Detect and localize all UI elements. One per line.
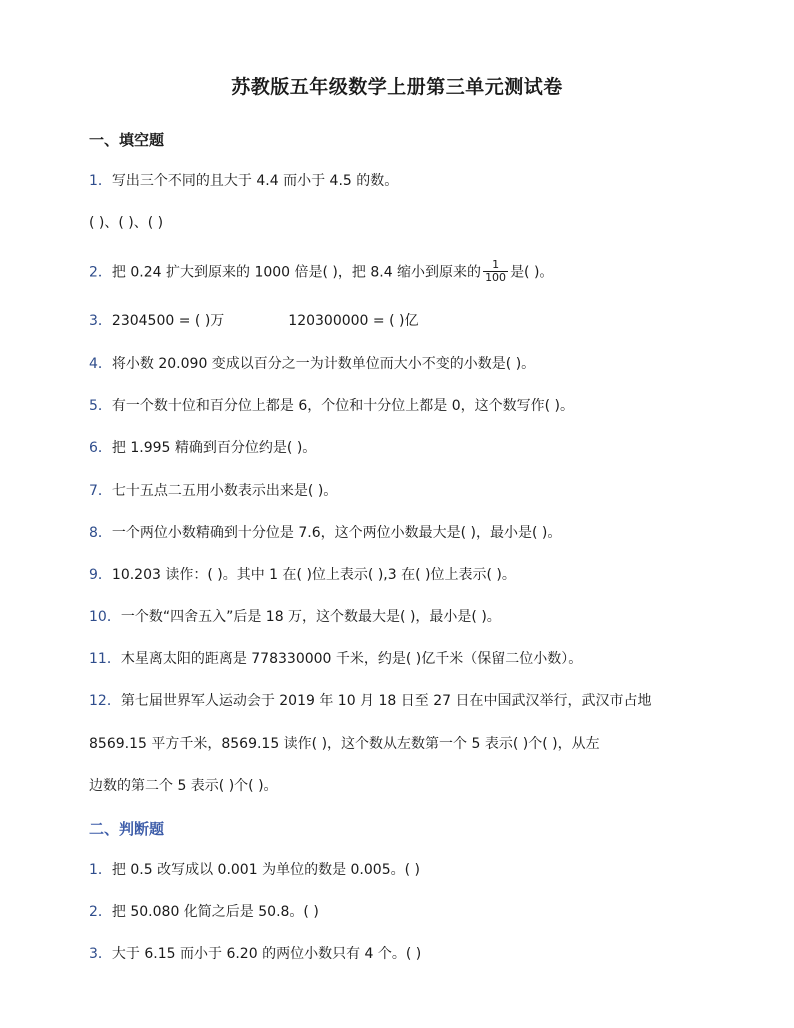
question-text: 是( )。 <box>510 264 554 281</box>
question-6: 6．把 1.995 精确到百分位约是( )。 <box>89 440 317 456</box>
judge-question-3: 3．大于 6.15 而小于 6.20 的两位小数只有 4 个。( ) <box>89 946 422 962</box>
question-9: 9．10.203 读作：( )。其中 1 在( )位上表示( ),3 在( )位上表示( )。 <box>89 567 516 583</box>
question-number: 1 <box>89 173 98 189</box>
question-number: 2 <box>89 904 98 920</box>
question-2: 2．把 0.24 扩大到原来的 1000 倍是( )，把 8.4 缩小到原来的 $\frac{1}{100}$ 是( )。 <box>89 258 554 284</box>
question-1: 1．写出三个不同的且大于 4.4 而小于 4.5 的数。 <box>89 173 399 189</box>
question-text: 七十五点二五用小数表示出来是( )。 <box>111 483 338 499</box>
question-12-line-2: 8569.15 平方千米，8569.15 读作( )，这个数从左数第一个 5 表示( )个( )，从左 <box>89 736 600 752</box>
question-text: 把 50.080 化简之后是 50.8。( ) <box>111 904 319 920</box>
question-number: 2 <box>89 264 98 281</box>
fraction <box>483 259 508 284</box>
question-5: 5．有一个数十位和百分位上都是 6，个位和十分位上都是 0，这个数写作( )。 <box>89 398 575 414</box>
question-text: 大于 6.15 而小于 6.20 的两位小数只有 4 个。( ) <box>111 946 422 962</box>
section-heading-fill-blank: 一、填空题 <box>89 131 165 149</box>
question-text: 2304500 = ( )万 <box>111 313 225 329</box>
exam-title: 苏教版五年级数学上册第三单元测试卷 <box>231 76 563 98</box>
question-11: 11．木星离太阳的距离是 778330000 千米，约是( )亿千米（保留二位小数）。 <box>89 651 583 667</box>
question-8: 8．一个两位小数精确到十分位是 7.6，这个两位小数最大是( )，最小是( )。 <box>89 525 562 541</box>
judge-question-2: 2．把 50.080 化简之后是 50.8。( ) <box>89 904 319 920</box>
section-heading-true-false: 二、判断题 <box>89 820 165 838</box>
question-number: 9 <box>89 567 98 583</box>
question-number: 6 <box>89 440 98 456</box>
question-number: 5 <box>89 398 98 414</box>
question-text: 120300000 = ( )亿 <box>288 313 419 329</box>
fraction-numerator: 1 <box>492 258 500 271</box>
judge-question-1: 1．把 0.5 改写成以 0.001 为单位的数是 0.005。( ) <box>89 862 420 878</box>
question-7: 7．七十五点二五用小数表示出来是( )。 <box>89 483 338 499</box>
question-text: 第七届世界军人运动会于 2019 年 10 月 18 日至 27 日在中国武汉举行，武汉市占地 <box>120 693 652 709</box>
question-10: 10．一个数“四舍五入”后是 18 万，这个数最大是( )，最小是( )。 <box>89 609 501 625</box>
question-12: 12．第七届世界军人运动会于 2019 年 10 月 18 日至 27 日在中国武汉举行，武汉市占地 <box>89 693 652 709</box>
question-4: 4．将小数 20.090 变成以百分之一为计数单位而大小不变的小数是( )。 <box>89 356 536 372</box>
question-text: 10.203 读作：( )。其中 1 在( )位上表示( ),3 在( )位上表示( )。 <box>111 567 516 583</box>
fraction-denominator: 100 <box>485 271 507 284</box>
question-number: 3 <box>89 946 98 962</box>
question-text: 写出三个不同的且大于 4.4 而小于 4.5 的数。 <box>111 173 399 189</box>
question-number: 4 <box>89 356 98 372</box>
question-text: 木星离太阳的距离是 778330000 千米，约是( )亿千米（保留二位小数）。 <box>120 651 583 667</box>
question-number: 8 <box>89 525 98 541</box>
question-number: 12 <box>89 693 107 709</box>
question-text: 有一个数十位和百分位上都是 6，个位和十分位上都是 0，这个数写作( )。 <box>111 398 575 414</box>
question-number: 1 <box>89 862 98 878</box>
question-3: 3．2304500 = ( )万 120300000 = ( )亿 <box>89 313 419 329</box>
question-text: 将小数 20.090 变成以百分之一为计数单位而大小不变的小数是( )。 <box>111 356 536 372</box>
question-1-blanks: ( )、( )、( ) <box>89 215 164 231</box>
question-text: 一个数“四舍五入”后是 18 万，这个数最大是( )，最小是( )。 <box>120 609 501 625</box>
question-text: 把 0.5 改写成以 0.001 为单位的数是 0.005。( ) <box>111 862 420 878</box>
question-number: 11 <box>89 651 107 667</box>
question-number: 3 <box>89 313 98 329</box>
question-text: 把 1.995 精确到百分位约是( )。 <box>111 440 317 456</box>
question-number: 7 <box>89 483 98 499</box>
question-number: 10 <box>89 609 107 625</box>
question-text: 把 0.24 扩大到原来的 1000 倍是( )，把 8.4 缩小到原来的 <box>111 264 482 281</box>
question-text: 一个两位小数精确到十分位是 7.6，这个两位小数最大是( )，最小是( )。 <box>111 525 562 541</box>
question-12-line-3: 边数的第二个 5 表示( )个( )。 <box>89 778 278 794</box>
